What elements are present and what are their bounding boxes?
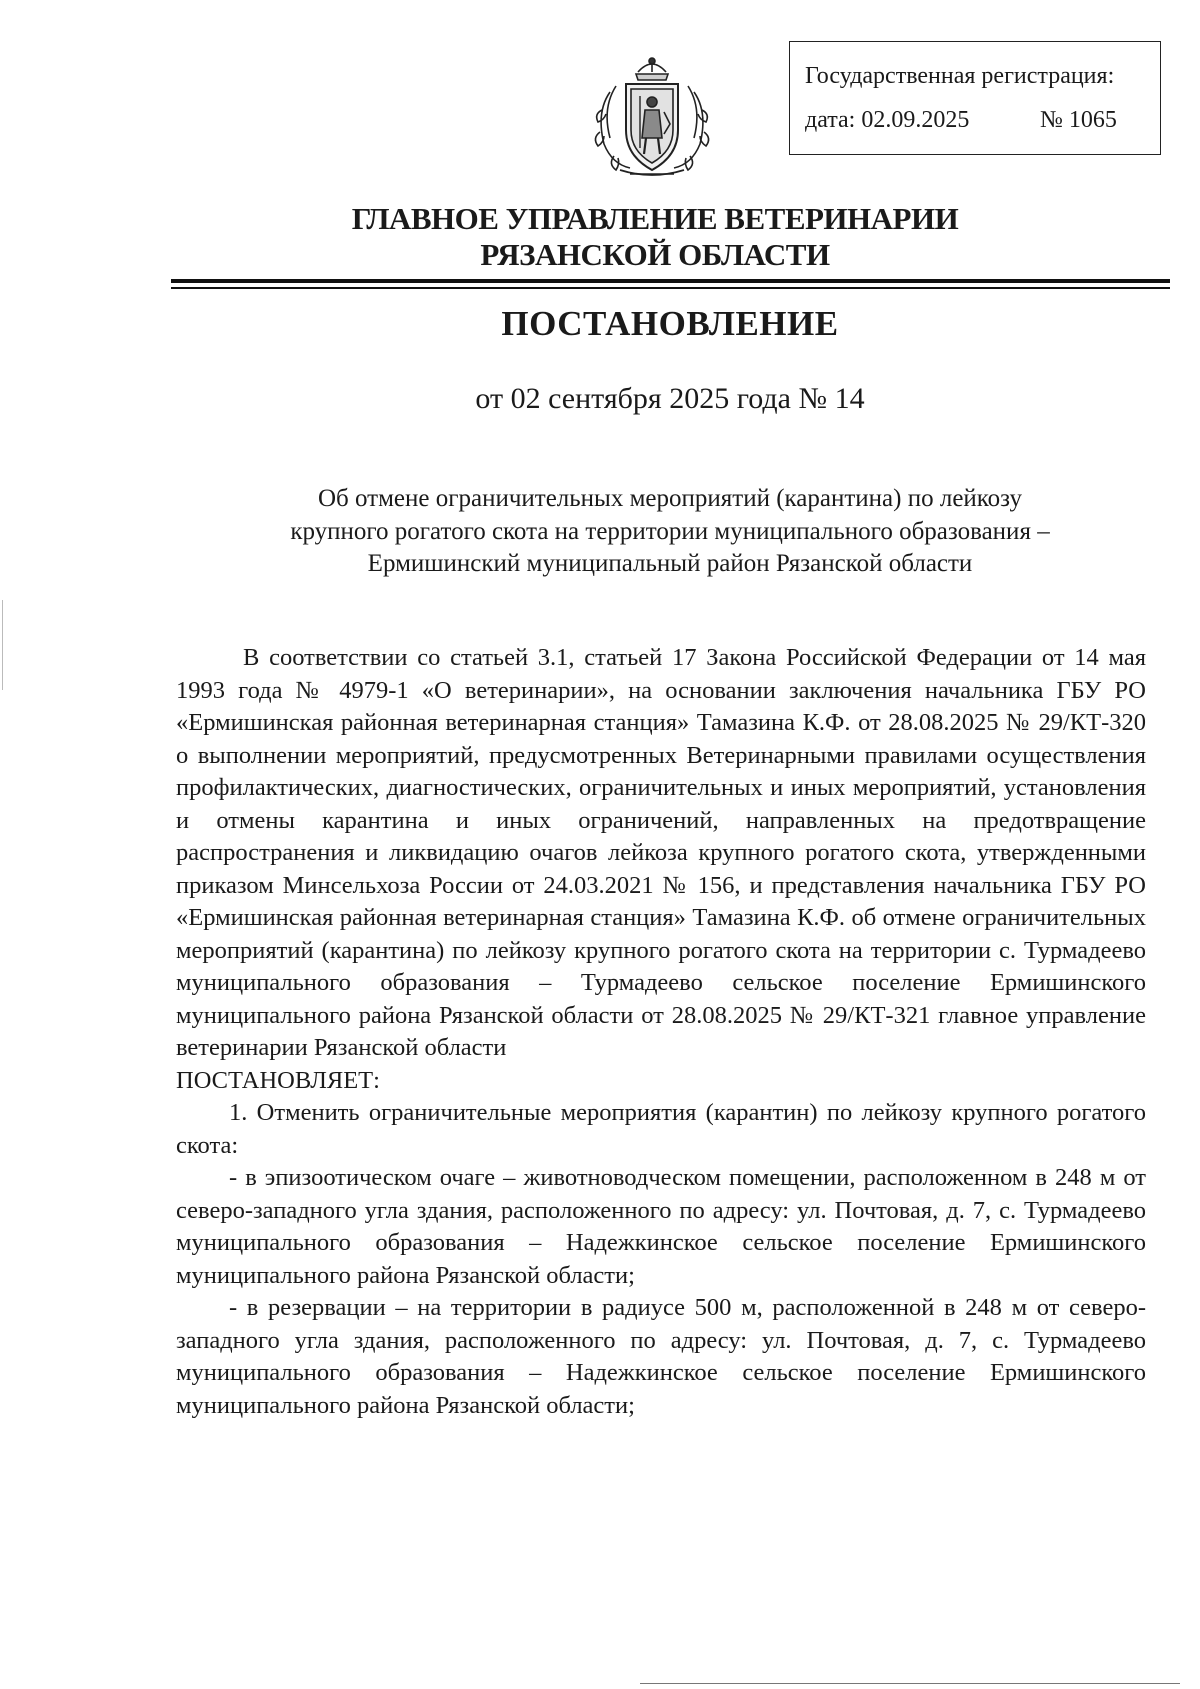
- item-1-a: - в эпизоотическом очаге – животноводческом помещении, расположенном в 248 м от северо-западного угла здания, расположенного по адресу: ул. Почтовая, д. 7, с. Турмадеево муниципального образования – Надежкинское сельское поселение Ермишинского муниципального района Рязанской области;: [176, 1164, 1146, 1289]
- item-1: 1. Отменить ограничительные мероприятия (карантин) по лейкозу крупного рогатого скота:: [176, 1099, 1146, 1159]
- preamble-paragraph: В соответствии со статьей 3.1, статьей 17 Закона Российской Федерации от 14 мая 1993 года № 4979-1 «О ветеринарии», на основании заключения начальника ГБУ РО «Ермишинская районная ветеринарная станция» Тамазина К.Ф. от 28.08.2025 № 29/КТ-320 о выполнении мероприятий, предусмотренных Ветеринарными правилами осуществления профилактических, диагностических, ограничительных и иных мероприятий, установления и отмены карантина и иных ограничений, направленных на предотвращение распространения и ликвидацию очагов лейкоза крупного рогатого скота, утвержденными приказом Минсельхоза России от 24.03.2021 № 156, и представления начальника ГБУ РО «Ермишинская районная ветеринарная станция» Тамазина К.Ф. об отмене ограничительных мероприятий (карантина) по лейкозу крупного рогатого скота на территории с. Турмадеево муниципального образования – Турмадеево сельское поселение Ермишинского муниципального района Рязанской области от 28.08.2025 № 29/КТ-321 главное управление ветеринарии Рязанской области: [176, 644, 1146, 1061]
- subject-line3: Ермишинский муниципальный район Рязанской области: [367, 550, 973, 577]
- registration-box: [789, 41, 1161, 155]
- document-date-number: от 02 сентября 2025 года № 14: [475, 382, 865, 415]
- coat-of-arms-icon: [590, 52, 714, 180]
- registration-date: дата: 02.09.2025: [805, 107, 970, 133]
- registration-title: Государственная регистрация:: [805, 63, 1115, 89]
- header-divider-thin: [171, 287, 1170, 289]
- subject-line1: Об отмене ограничительных мероприятий (карантина) по лейкозу: [317, 485, 1023, 512]
- item-1-b: - в резервации – на территории в радиусе 500 м, расположенной в 248 м от северо-западного угла здания, расположенного по адресу: ул. Почтовая, д. 7, с. Турмадеево муниципального образования – Надежкинское сельское поселение Ермишинского муниципального района Рязанской области;: [176, 1294, 1146, 1419]
- organization-name-line1: ГЛАВНОЕ УПРАВЛЕНИЕ ВЕТЕРИНАРИИ: [351, 201, 959, 236]
- decree-word: ПОСТАНОВЛЯЕТ:: [176, 1066, 380, 1094]
- document-type: ПОСТАНОВЛЕНИЕ: [501, 304, 839, 343]
- organization-name-line2: РЯЗАНСКОЙ ОБЛАСТИ: [480, 237, 830, 272]
- scan-margin-mark: [2, 600, 3, 690]
- registration-number: № 1065: [1040, 107, 1117, 133]
- header-divider-thick: [171, 279, 1170, 283]
- page-bottom-line: [640, 1683, 1180, 1684]
- subject-line2: крупного рогатого скота на территории муниципального образования –: [290, 518, 1050, 545]
- document-body: [176, 642, 1146, 1422]
